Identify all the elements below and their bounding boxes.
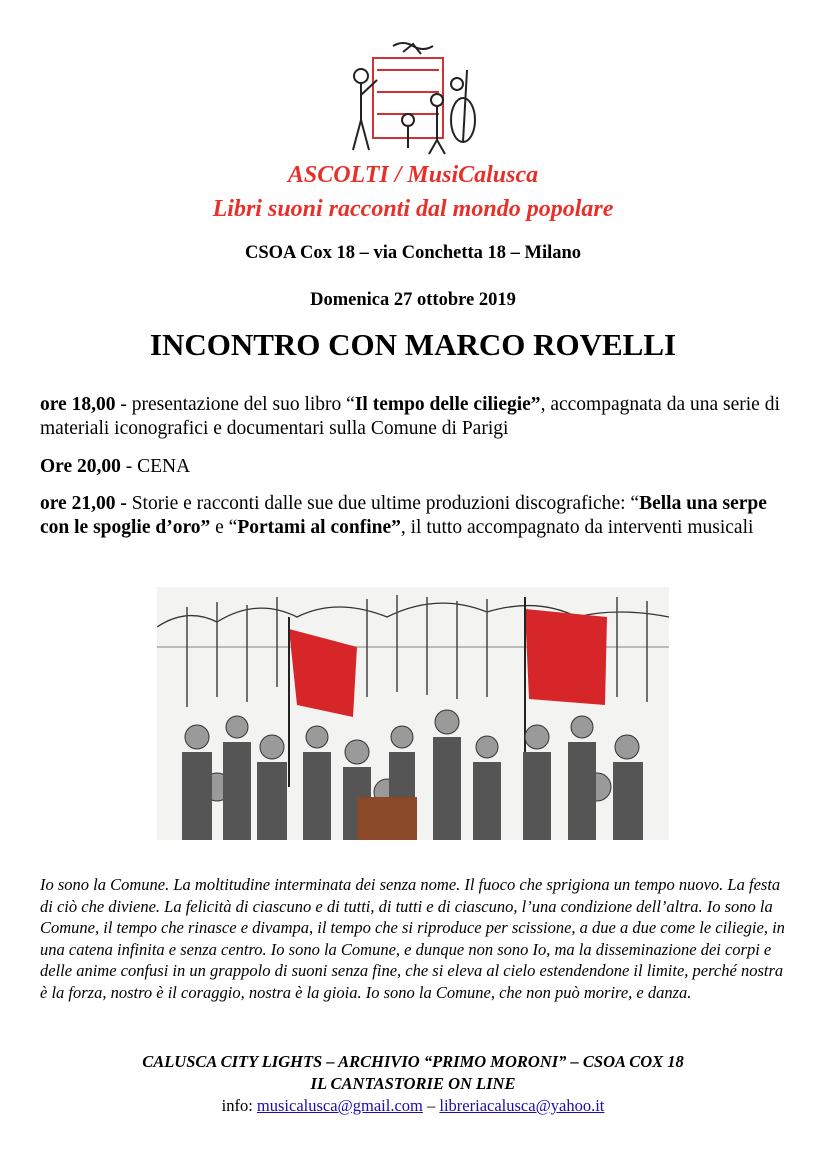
email-link-libreriacalusca[interactable]: libreriacalusca@yahoo.it: [439, 1096, 605, 1115]
program-item-concert: [40, 492, 790, 540]
separator: –: [422, 1096, 440, 1115]
page-title: INCONTRO CON MARCO ROVELLI: [149, 327, 677, 362]
program-text: - CENA: [120, 456, 191, 477]
event-series-subtitle: Libri suoni racconti dal mondo popolare: [212, 196, 614, 222]
program-time: Ore 20,00: [40, 456, 121, 477]
program-time: ore 18,00: [40, 394, 116, 415]
program-text: , accompagnata da una serie di materiali iconografici e documentari sulla Comune di Parigi: [40, 394, 780, 439]
program-text: e “: [210, 517, 238, 538]
program-text: , il tutto accompagnato da interventi musicali: [400, 517, 754, 538]
album-title: Bella una serpe con le spoglie d’oro”: [40, 493, 767, 538]
program-text: Storie e racconti dalle sue due ultime produzioni discografiche: “: [126, 493, 640, 514]
info-label: info:: [221, 1096, 257, 1115]
event-date: Domenica 27 ottobre 2019: [310, 290, 516, 310]
email-link-musicalusca[interactable]: musicalusca@gmail.com: [256, 1096, 423, 1115]
program-item-dinner: [40, 455, 790, 479]
program-text: - presentazione del suo libro “: [115, 394, 355, 415]
program-time: ore 21,00 -: [40, 493, 127, 514]
band-musicians-logo-icon: [333, 40, 493, 160]
venue-address: CSOA Cox 18 – via Conchetta 18 – Milano: [244, 243, 582, 263]
footer-cantastorie: IL CANTASTORIE ON LINE: [310, 1074, 516, 1093]
commune-quote: Io sono la Comune. La moltitudine interminata dei senza nome. Il fuoco che sprigiona un tempo nuovo. La festa di ciò che diviene. La felicità di ciascuno e di tutti, di tutti e di ciascuno, l’una condizione dell’altra. Io sono la Comune, il tempo che rinasce e divampa, il tempo che si riproduce per scissione, a due a due come le ciliegie, in una catena infinita e senza centro. Io sono la Comune, e dunque non sono Io, ma la disseminazione dei corpi e delle anime confusi in un grappolo di suoni senza fine, che si eleva al cielo estendendone il limite, perché nostra è la forza, nostro è il coraggio, nostra è la gioia. Io sono la Comune, che non può morire, e danza.: [40, 875, 785, 1002]
paris-commune-crowd-illustration-icon: [157, 587, 669, 840]
footer-contact: [0, 1096, 826, 1116]
book-title: Il tempo delle ciliegie”: [354, 394, 541, 415]
program-item-presentation: [40, 393, 790, 441]
album-title: Portami al confine”: [237, 517, 401, 538]
footer-organizers: CALUSCA CITY LIGHTS – ARCHIVIO “PRIMO MORONI” – CSOA COX 18: [142, 1052, 684, 1071]
event-series-title: ASCOLTI / MusiCalusca: [287, 162, 539, 188]
